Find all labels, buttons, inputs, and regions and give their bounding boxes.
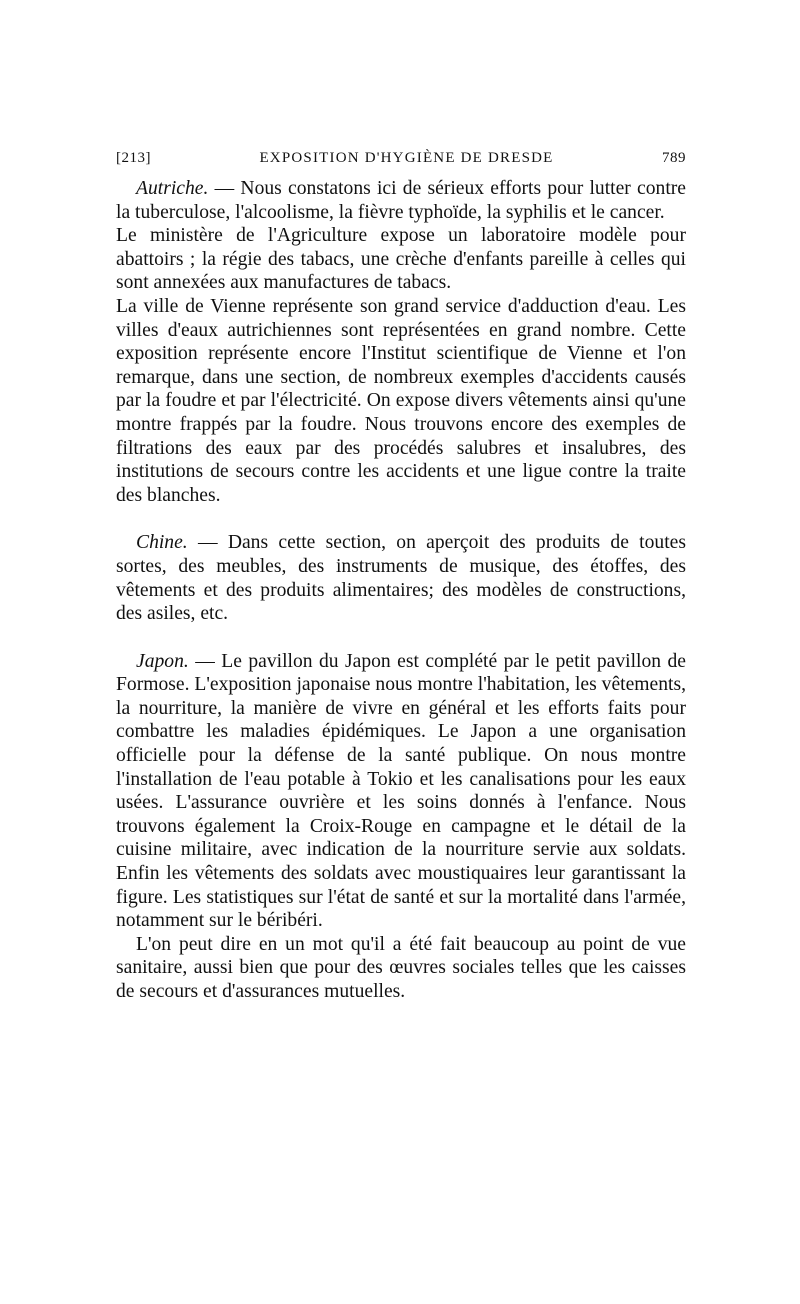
running-header xyxy=(116,150,686,167)
running-title: EXPOSITION D'HYGIÈNE DE DRESDE xyxy=(259,150,554,166)
book-page xyxy=(116,150,686,1004)
paragraph-text: — Nous constatons ici de sérieux efforts pour lutter contre la tuberculose, l'alcoolisme, la fièvre typhoïde, la syphilis et le cancer. xyxy=(116,178,686,223)
paragraph-japon xyxy=(116,650,686,933)
paragraph-agriculture xyxy=(116,224,686,295)
page-number: 789 xyxy=(661,150,686,166)
section-number: [213] xyxy=(116,150,151,166)
paragraph-gap xyxy=(116,507,686,531)
paragraph-lead: Japon. xyxy=(136,650,189,672)
paragraph-lead: Autriche. xyxy=(136,178,209,199)
paragraph-autriche xyxy=(116,177,686,224)
paragraph-text: La ville de Vienne représente son grand service d'adduction d'eau. Les villes d'eaux autrichiennes sont représentées en grand nombre. Cette exposition représente encore l'Institut scientifique de Vienne et l'on remarque, dans une section, de nombreux exemples d'accidents causés par la foudre et par l'électricité. On expose divers vêtements ainsi qu'une montre frappés par la foudre. Nous trouvons encore des exemples de filtrations des eaux par des procédés salubres et insalubres, des institutions de secours contre les accidents et une ligue contre la traite des blanches. xyxy=(116,295,686,506)
paragraph-chine xyxy=(116,531,686,625)
paragraph-text: Le ministère de l'Agriculture expose un laboratoire modèle pour abattoirs ; la régie des tabacs, une crèche d'enfants pareille à celles qui sont annexées aux manufactures de tabacs. xyxy=(116,225,686,294)
paragraph-conclusion xyxy=(116,933,686,1004)
paragraph-text: — Dans cette section, on aperçoit des produits de toutes sortes, des meubles, des instruments de musique, des étoffes, des vêtements et des produits alimentaires; des modèles de constructions, des asiles, etc. xyxy=(116,532,686,625)
paragraph-lead: Chine. xyxy=(136,532,188,554)
paragraph-vienne xyxy=(116,295,686,507)
paragraph-gap xyxy=(116,626,686,650)
paragraph-text: L'on peut dire en un mot qu'il a été fait beaucoup au point de vue sanitaire, aussi bien que pour des œuvres sociales telles que les caisses de secours et d'assurances mutuelles. xyxy=(116,933,686,1002)
paragraph-text: — Le pavillon du Japon est complété par le petit pavillon de Formose. L'exposition japonaise nous montre l'habitation, les vêtements, la nourriture, la manière de vivre en général et les efforts faits pour combattre les maladies épidémiques. Le Japon a une organisation officielle pour la défense de la santé publique. On nous montre l'installation de l'eau potable à Tokio et les canalisations pour les eaux usées. L'assurance ouvrière et les soins donnés à l'enfance. Nous trouvons également la Croix-Rouge en campagne et le détail de la cuisine militaire, avec indication de la nourriture servie aux soldats. Enfin les vêtements des soldats avec moustiquaires leur garantissant la figure. Les statistiques sur l'état de santé et sur la mortalité dans l'armée, notamment sur le béribéri. xyxy=(116,650,686,932)
